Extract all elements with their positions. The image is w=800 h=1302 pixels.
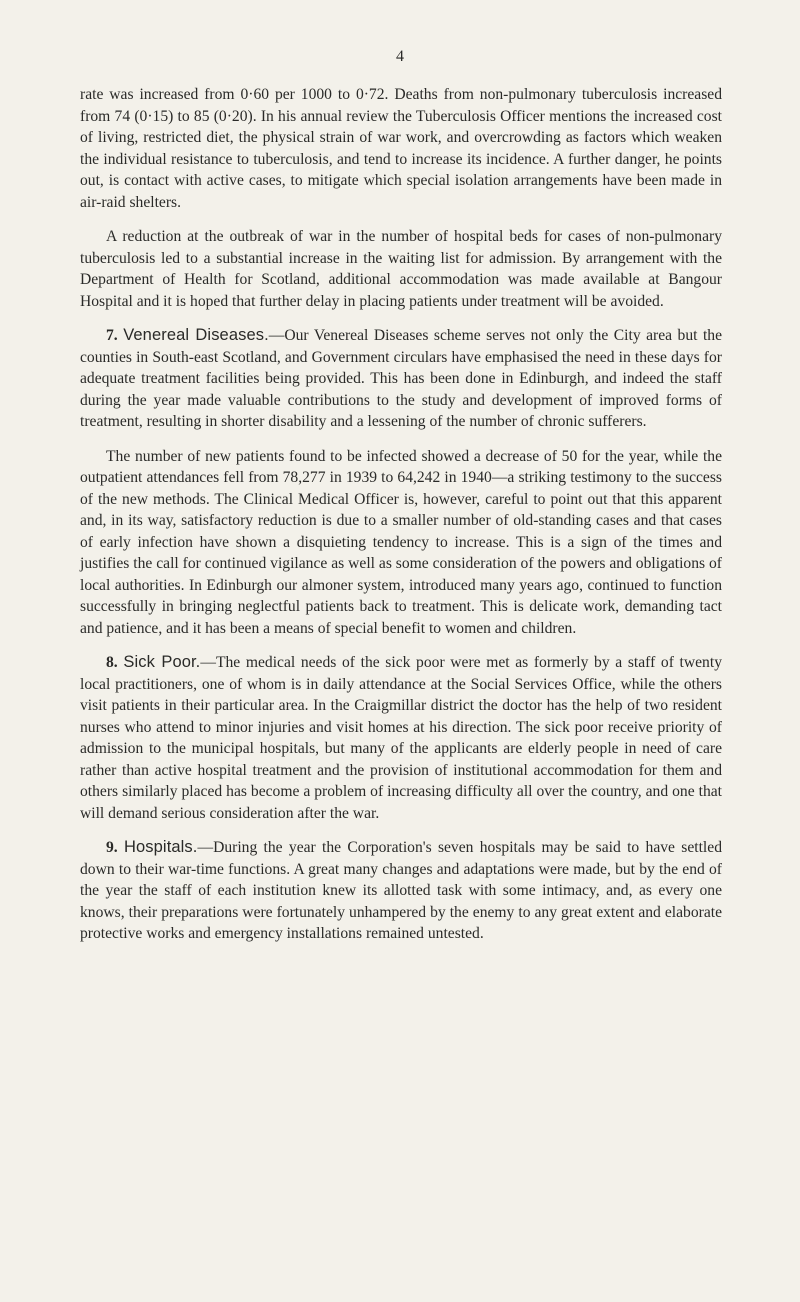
body-text xyxy=(80,84,722,958)
section-number: 8. xyxy=(106,654,118,671)
paragraph-new-patients: The number of new patients found to be infected showed a decrease of 50 for the year, while the outpatient attendances fell from 78,277 in 1939 to 64,242 in 1940—a striking testimony to the success of the new methods. The Clinical Medical Officer is, however, careful to point out that this apparent and, in its way, satisfactory reduction is due to a smaller number of old-standing cases and that cases of early infection have shown a disquieting tendency to increase. This is a sign of the times and justifies the call for continued vigilance as well as some consideration of the powers and obligations of local authorities. In Edinburgh our almoner system, introduced many years ago, continued to function successfully in bringing neglectful patients back to treatment. This is delicate work, demanding tact and patience, and it has been a means of special benefit to women and children. xyxy=(80,447,722,637)
section-heading: Sick Poor. xyxy=(123,653,201,671)
section-venereal-diseases xyxy=(80,325,722,433)
page-number: 4 xyxy=(396,48,404,65)
paragraph-tuberculosis-rates: rate was increased from 0·60 per 1000 to 0·72. Deaths from non-pulmonary tuberculosis increased from 74 (0·15) to 85 (0·20). In his annual review the Tuberculosis Officer mentions the increased cost of living, restricted diet, the physical strain of war work, and overcrowding as factors which weaken the individual resistance to tuberculosis, and tend to increase its incidence. A further danger, he points out, is contact with active cases, to mitigate which special isolation arrangements have been made in air-raid shelters. xyxy=(80,86,722,211)
paragraph-hospital-beds: A reduction at the outbreak of war in the number of hospital beds for cases of non-pulmonary tuberculosis led to a substantial increase in the waiting list for admission. By arrangement with the Department of Health for Scotland, additional accommodation was made available at Bangour Hospital and it is hoped that further delay in placing patients under treatment will be avoided. xyxy=(80,228,722,310)
section-hospitals xyxy=(80,837,722,945)
section-body: —During the year the Corporation's seven hospitals may be said to have settled down to their war-time functions. A great many changes and adaptations were made, but by the end of the year the staff of each institution knew its allotted task with some intimacy, and, as every one knows, their preparations were fortunately unhampered by the enemy to any great extent and elaborate protective works and emergency installations remained untested. xyxy=(80,839,722,942)
section-body: —Our Venereal Diseases scheme serves not only the City area but the counties in South-east Scotland, and Government circulars have emphasised the need in these days for adequate treatment facilities being provided. This has been done in Edinburgh, and indeed the staff during the year made valuable contributions to the study and development of improved forms of treatment, resulting in shorter disability and a lessening of the number of chronic sufferers. xyxy=(80,327,723,430)
section-number: 7. xyxy=(106,327,118,344)
section-number: 9. xyxy=(106,839,118,856)
section-sick-poor xyxy=(80,652,722,824)
section-heading: Venereal Diseases. xyxy=(123,326,269,344)
section-body: —The medical needs of the sick poor were met as formerly by a staff of twenty local practitioners, one of whom is in daily attendance at the Social Services Office, while the others visit patients in their particular area. In the Craigmillar district the doctor has the help of two resident nurses who attend to minor injuries and visit homes at his direction. The sick poor receive priority of admission to the municipal hospitals, but many of the applicants are elderly people in need of care rather than active hospital treatment and the provision of institutional accommodation for them and others similarly placed has become a problem of increasing difficulty all over the country, and one that will demand serious consideration after the war. xyxy=(80,654,722,822)
section-heading: Hospitals. xyxy=(124,838,198,856)
